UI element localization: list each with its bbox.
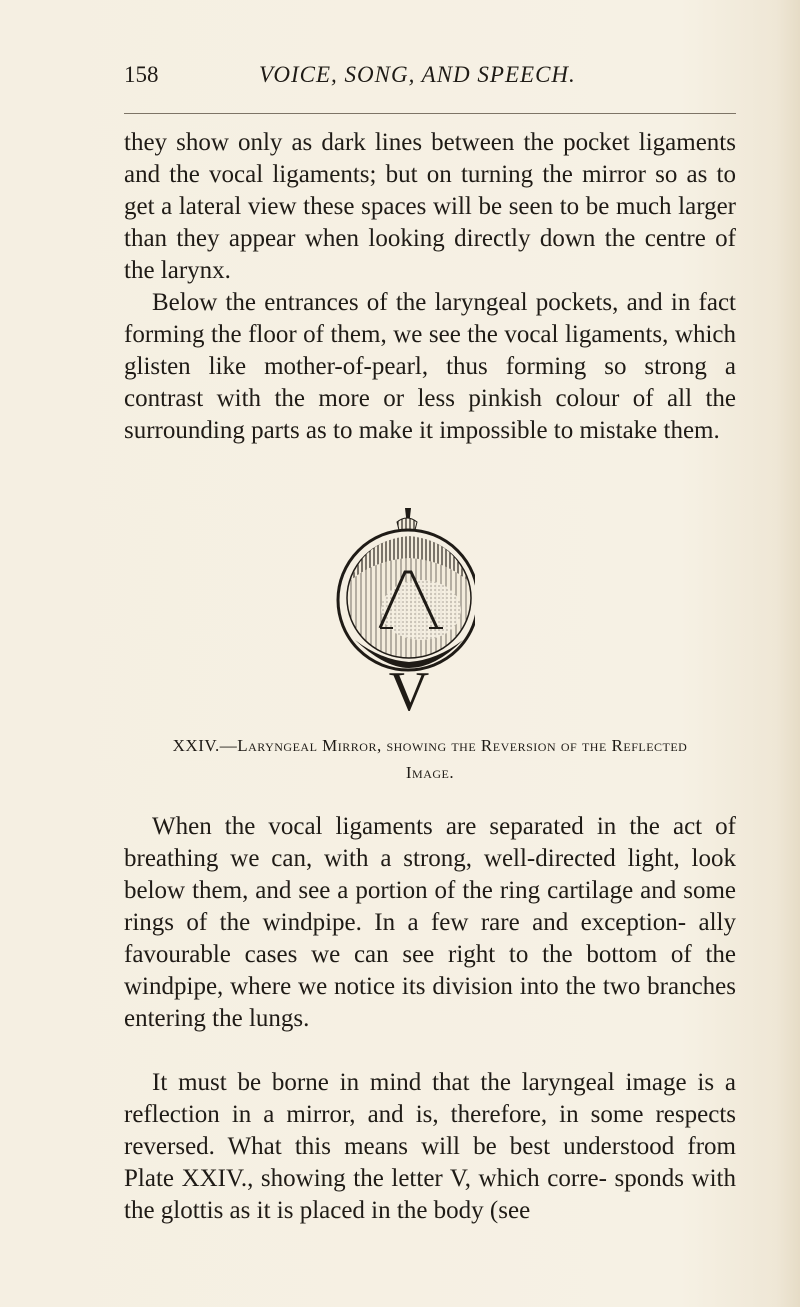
paragraph-4: It must be borne in mind that the laryngeal image is a reflection in a mirror, and is, therefore, in some respects reversed. What this means will be best understood from Plate XXIV., showing the letter V, which corre- sponds with the glottis as it is placed in the body (see: [124, 1069, 736, 1224]
paragraph-1: they show only as dark lines between the pocket ligaments and the vocal ligaments; but on turning the mirror so as to get a lateral view these spaces will be seen to be much larger than they appear when looking directly down the centre of the larynx.: [124, 129, 736, 284]
running-head: [124, 62, 724, 92]
figure-caption: [124, 736, 736, 756]
mirror-glare: [381, 580, 461, 640]
laryngeal-mirror-figure: [325, 500, 475, 718]
paragraph-2: Below the entrances of the laryngeal pockets, and in fact forming the floor of them, we see the vocal ligaments, which glisten like mother-of-pearl, thus forming so strong a contrast with the more or less pinkish colour of all the surrounding parts as to make it impossible to mistake them.: [124, 289, 736, 444]
paragraph-3: When the vocal ligaments are separated in the act of breathing we can, with a strong, well-directed light, look below them, and see a portion of the ring cartilage and some rings of the windpipe. In a few rare and exception- ally favourable cases we can see right to the bottom of the windpipe, where we notice its division into the two branches entering the lungs.: [124, 813, 736, 1032]
running-title: VOICE, SONG, AND SPEECH.: [259, 62, 576, 87]
mirror-stem: [397, 508, 417, 530]
figure-letter-v: V: [388, 661, 430, 718]
page-number: 158: [124, 62, 159, 87]
header-rule: [124, 113, 736, 114]
caption-line-1: XXIV.—Laryngeal Mirror, showing the Reversion of the Reflected: [172, 736, 688, 755]
figure-caption-continued: [124, 763, 736, 783]
mirror-illustration: [325, 500, 475, 718]
caption-line-2: Image.: [405, 763, 455, 782]
